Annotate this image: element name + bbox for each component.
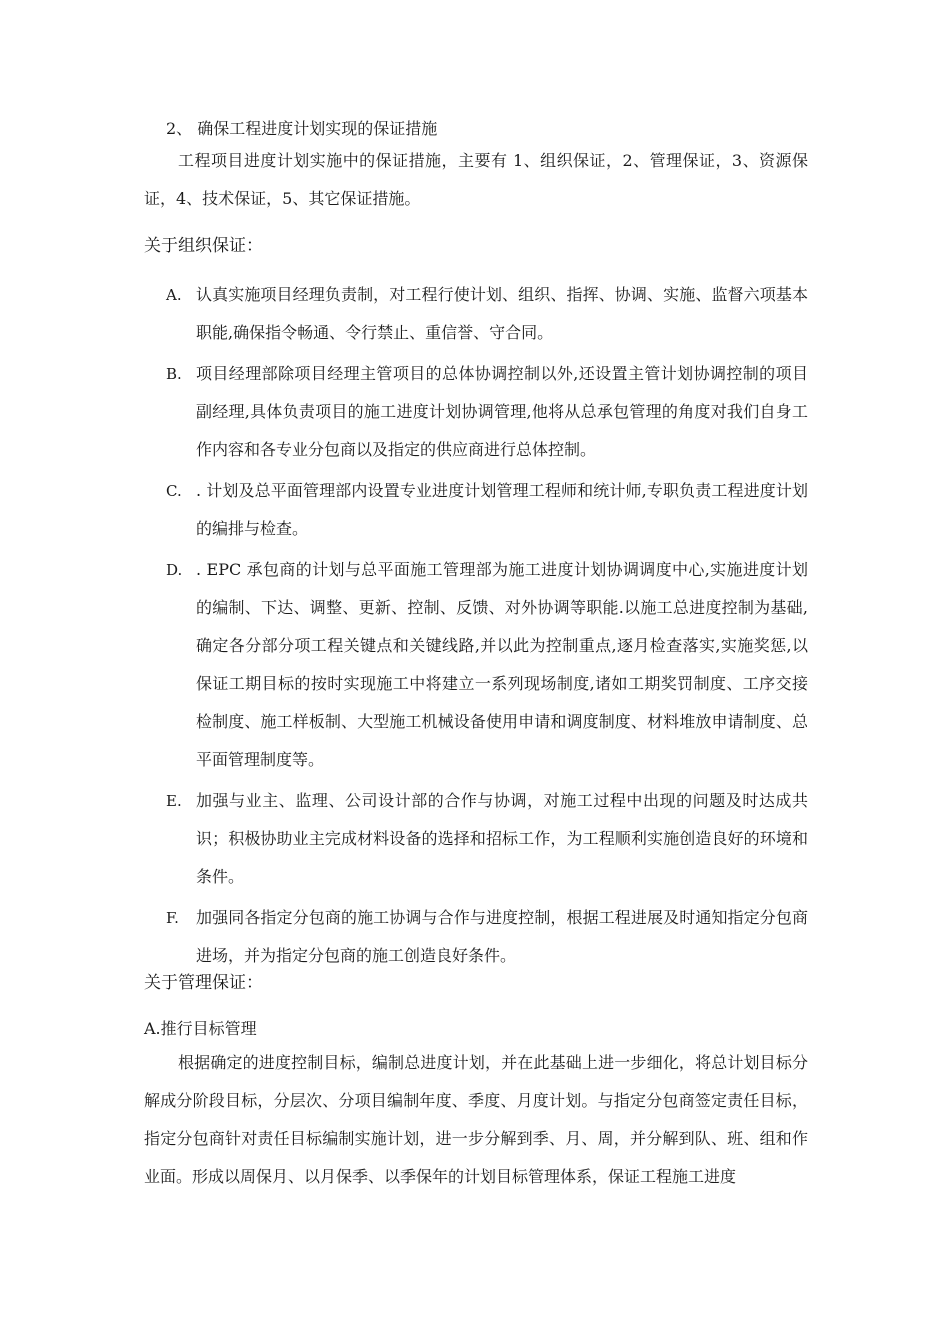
list-item (144, 472, 808, 548)
section-title: 2、 确保工程进度计划实现的保证措施 (166, 119, 438, 138)
mgmt-heading: 关于管理保证： (144, 973, 263, 993)
list-item-text: . 计划及总平面管理部内设置专业进度计划管理工程师和统计师,专职负责工程进度计划的编排与检查。 (196, 481, 808, 538)
intro-paragraph: 工程项目进度计划实施中的保证措施，主要有 1、组织保证，2、管理保证，3、资源保证，4、技术保证，5、其它保证措施。 (144, 151, 808, 208)
list-marker: D. (166, 561, 183, 579)
mgmt-paragraph: 根据确定的进度控制目标，编制总进度计划，并在此基础上进一步细化，将总计划目标分解成分阶段目标，分层次、分项目编制年度、季度、月度计划。与指定分包商签定责任目标，指定分包商针对责任目标编制实施计划，进一步分解到季、月、周，并分解到队、班、组和作业面。形成以周保月、以月保季、以季保年的计划目标管理体系，保证工程施工进度 (144, 1053, 808, 1186)
list-item-text: 加强与业主、监理、公司设计部的合作与协调，对施工过程中出现的问题及时达成共识；积极协助业主完成材料设备的选择和招标工作，为工程顺利实施创造良好的环境和条件。 (196, 791, 808, 886)
list-item (144, 782, 808, 896)
mgmt-sub-heading: A.推行目标管理 (144, 1019, 257, 1038)
list-marker: A. (166, 286, 182, 304)
list-marker: C. (166, 482, 182, 500)
list-item (144, 551, 808, 779)
org-heading: 关于组织保证： (144, 236, 263, 256)
list-marker: F. (166, 909, 179, 927)
org-list (144, 276, 808, 978)
list-item-text: 认真实施项目经理负责制，对工程行使计划、组织、指挥、协调、实施、监督六项基本职能,确保指令畅通、令行禁止、重信誉、守合同。 (196, 285, 808, 342)
list-item-text: 项目经理部除项目经理主管项目的总体协调控制以外,还设置主管计划协调控制的项目副经理,具体负责项目的施工进度计划协调管理,他将从总承包管理的角度对我们自身工作内容和各专业分包商以及指定的供应商进行总体控制。 (196, 364, 808, 459)
list-marker: B. (166, 365, 182, 383)
list-item (144, 355, 808, 469)
list-item (144, 276, 808, 352)
list-item-text: . EPC 承包商的计划与总平面施工管理部为施工进度计划协调调度中心,实施进度计划的编制、下达、调整、更新、控制、反馈、对外协调等职能.以施工总进度控制为基础,确定各分部分项工程关键点和关键线路,并以此为控制重点,逐月检查落实,实施奖惩,以保证工期目标的按时实现施工中将建立一系列现场制度,诸如工期奖罚制度、工序交接检制度、施工样板制、大型施工机械设备使用申请和调度制度、材料堆放申请制度、总平面管理制度等。 (196, 560, 808, 769)
list-marker: E. (166, 792, 182, 810)
list-item (144, 899, 808, 975)
list-item-text: 加强同各指定分包商的施工协调与合作与进度控制，根据工程进展及时通知指定分包商进场，并为指定分包商的施工创造良好条件。 (196, 908, 808, 965)
